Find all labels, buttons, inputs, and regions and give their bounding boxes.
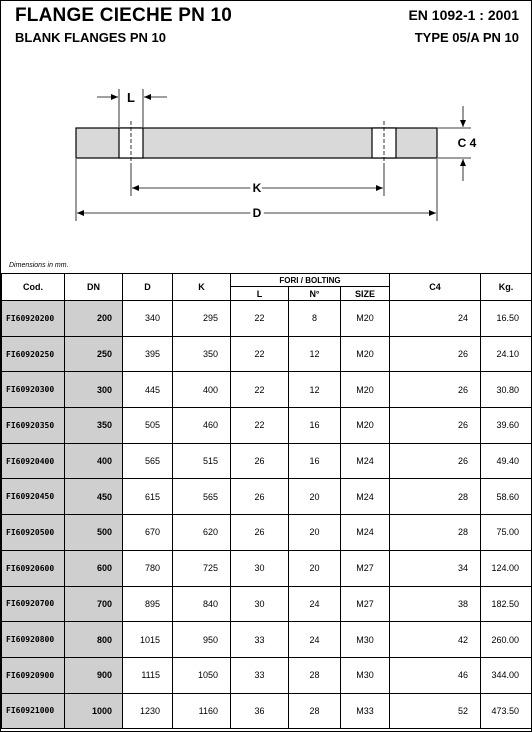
dimensions-note: Dimensions in mm. [9, 262, 69, 269]
cell-n: 24 [289, 622, 341, 658]
cell-k: 620 [173, 515, 231, 551]
cell-dn: 250 [65, 336, 123, 372]
table-row [2, 479, 532, 515]
cell-size: M20 [341, 336, 390, 372]
cell-d: 615 [123, 479, 173, 515]
cell-n: 16 [289, 408, 341, 444]
cell-n: 20 [289, 479, 341, 515]
cell-d: 780 [123, 550, 173, 586]
col-header-d: D [123, 274, 173, 301]
cell-c4: 42 [390, 622, 481, 658]
cell-kg: 39.60 [481, 408, 532, 444]
table-row [2, 372, 532, 408]
cell-l: 22 [231, 336, 289, 372]
cell-code: FI60920900 [2, 657, 65, 693]
label-D: D [252, 206, 262, 220]
cell-l: 26 [231, 515, 289, 551]
cell-l: 30 [231, 550, 289, 586]
dimensions-table [1, 273, 532, 729]
col-header-k: K [173, 274, 231, 301]
cell-size: M24 [341, 479, 390, 515]
cell-dn: 1000 [65, 693, 123, 729]
cell-l: 33 [231, 622, 289, 658]
cell-d: 340 [123, 301, 173, 337]
cell-d: 1115 [123, 657, 173, 693]
col-header-l: L [231, 287, 289, 301]
cell-c4: 52 [390, 693, 481, 729]
cell-code: FI60920450 [2, 479, 65, 515]
cell-code: FI60920800 [2, 622, 65, 658]
table-row [2, 693, 532, 729]
cell-k: 1160 [173, 693, 231, 729]
cell-n: 28 [289, 693, 341, 729]
table-row [2, 586, 532, 622]
cell-size: M24 [341, 515, 390, 551]
col-header-cod: Cod. [2, 274, 65, 301]
table-row [2, 622, 532, 658]
table-row [2, 550, 532, 586]
cell-kg: 24.10 [481, 336, 532, 372]
cell-kg: 58.60 [481, 479, 532, 515]
cell-kg: 124.00 [481, 550, 532, 586]
cell-d: 565 [123, 443, 173, 479]
cell-code: FI60920500 [2, 515, 65, 551]
cell-d: 445 [123, 372, 173, 408]
table-row [2, 301, 532, 337]
cell-dn: 450 [65, 479, 123, 515]
cell-c4: 34 [390, 550, 481, 586]
label-L: L [127, 90, 135, 105]
cell-kg: 344.00 [481, 657, 532, 693]
cell-c4: 28 [390, 515, 481, 551]
cell-d: 1015 [123, 622, 173, 658]
cell-n: 12 [289, 336, 341, 372]
cell-n: 12 [289, 372, 341, 408]
cell-kg: 49.40 [481, 443, 532, 479]
cell-k: 950 [173, 622, 231, 658]
cell-dn: 500 [65, 515, 123, 551]
cell-dn: 400 [65, 443, 123, 479]
flange-drawing [1, 61, 531, 271]
table-row [2, 408, 532, 444]
label-C4: C 4 [457, 136, 477, 150]
cell-kg: 30.80 [481, 372, 532, 408]
cell-code: FI60920250 [2, 336, 65, 372]
cell-code: FI60920300 [2, 372, 65, 408]
cell-d: 670 [123, 515, 173, 551]
cell-code: FI60921000 [2, 693, 65, 729]
cell-size: M27 [341, 586, 390, 622]
cell-kg: 182.50 [481, 586, 532, 622]
table-row [2, 515, 532, 551]
cell-kg: 75.00 [481, 515, 532, 551]
page-subtitle: BLANK FLANGES PN 10 [15, 30, 166, 45]
cell-size: M27 [341, 550, 390, 586]
cell-n: 20 [289, 550, 341, 586]
cell-k: 515 [173, 443, 231, 479]
type-label: TYPE 05/A PN 10 [414, 30, 519, 45]
cell-size: M20 [341, 301, 390, 337]
cell-k: 295 [173, 301, 231, 337]
cell-k: 350 [173, 336, 231, 372]
page-title: FLANGE CIECHE PN 10 [15, 5, 233, 26]
cell-dn: 600 [65, 550, 123, 586]
cell-dn: 350 [65, 408, 123, 444]
cell-code: FI60920400 [2, 443, 65, 479]
cell-code: FI60920600 [2, 550, 65, 586]
col-header-kg: Kg. [481, 274, 532, 301]
table-row [2, 336, 532, 372]
cell-n: 28 [289, 657, 341, 693]
standard-label: EN 1092-1 : 2001 [408, 7, 519, 23]
cell-l: 33 [231, 657, 289, 693]
cell-n: 20 [289, 515, 341, 551]
table-row [2, 443, 532, 479]
cell-c4: 26 [390, 443, 481, 479]
cell-k: 840 [173, 586, 231, 622]
cell-c4: 26 [390, 336, 481, 372]
cell-d: 505 [123, 408, 173, 444]
cell-c4: 46 [390, 657, 481, 693]
cell-l: 26 [231, 479, 289, 515]
cell-size: M30 [341, 622, 390, 658]
cell-k: 1050 [173, 657, 231, 693]
cell-l: 26 [231, 443, 289, 479]
cell-k: 725 [173, 550, 231, 586]
cell-d: 395 [123, 336, 173, 372]
cell-k: 460 [173, 408, 231, 444]
cell-code: FI60920200 [2, 301, 65, 337]
cell-l: 36 [231, 693, 289, 729]
cell-kg: 473.50 [481, 693, 532, 729]
cell-c4: 26 [390, 408, 481, 444]
cell-l: 22 [231, 372, 289, 408]
col-header-n: N° [289, 287, 341, 301]
cell-size: M20 [341, 372, 390, 408]
cell-n: 16 [289, 443, 341, 479]
cell-l: 22 [231, 301, 289, 337]
col-header-bolting: FORI / BOLTING [231, 274, 390, 287]
cell-size: M20 [341, 408, 390, 444]
col-header-size: SIZE [341, 287, 390, 301]
cell-code: FI60920700 [2, 586, 65, 622]
cell-size: M30 [341, 657, 390, 693]
cell-size: M24 [341, 443, 390, 479]
cell-size: M33 [341, 693, 390, 729]
cell-c4: 38 [390, 586, 481, 622]
cell-l: 22 [231, 408, 289, 444]
cell-code: FI60920350 [2, 408, 65, 444]
cell-n: 8 [289, 301, 341, 337]
table-row [2, 657, 532, 693]
label-K: K [252, 181, 262, 195]
cell-kg: 260.00 [481, 622, 532, 658]
col-header-dn: DN [65, 274, 123, 301]
cell-d: 1230 [123, 693, 173, 729]
cell-dn: 800 [65, 622, 123, 658]
col-header-c4: C4 [390, 274, 481, 301]
cell-k: 400 [173, 372, 231, 408]
cell-dn: 200 [65, 301, 123, 337]
cell-dn: 900 [65, 657, 123, 693]
cell-c4: 26 [390, 372, 481, 408]
cell-l: 30 [231, 586, 289, 622]
cell-c4: 28 [390, 479, 481, 515]
cell-dn: 300 [65, 372, 123, 408]
cell-kg: 16.50 [481, 301, 532, 337]
cell-d: 895 [123, 586, 173, 622]
cell-dn: 700 [65, 586, 123, 622]
cell-k: 565 [173, 479, 231, 515]
cell-n: 24 [289, 586, 341, 622]
cell-c4: 24 [390, 301, 481, 337]
